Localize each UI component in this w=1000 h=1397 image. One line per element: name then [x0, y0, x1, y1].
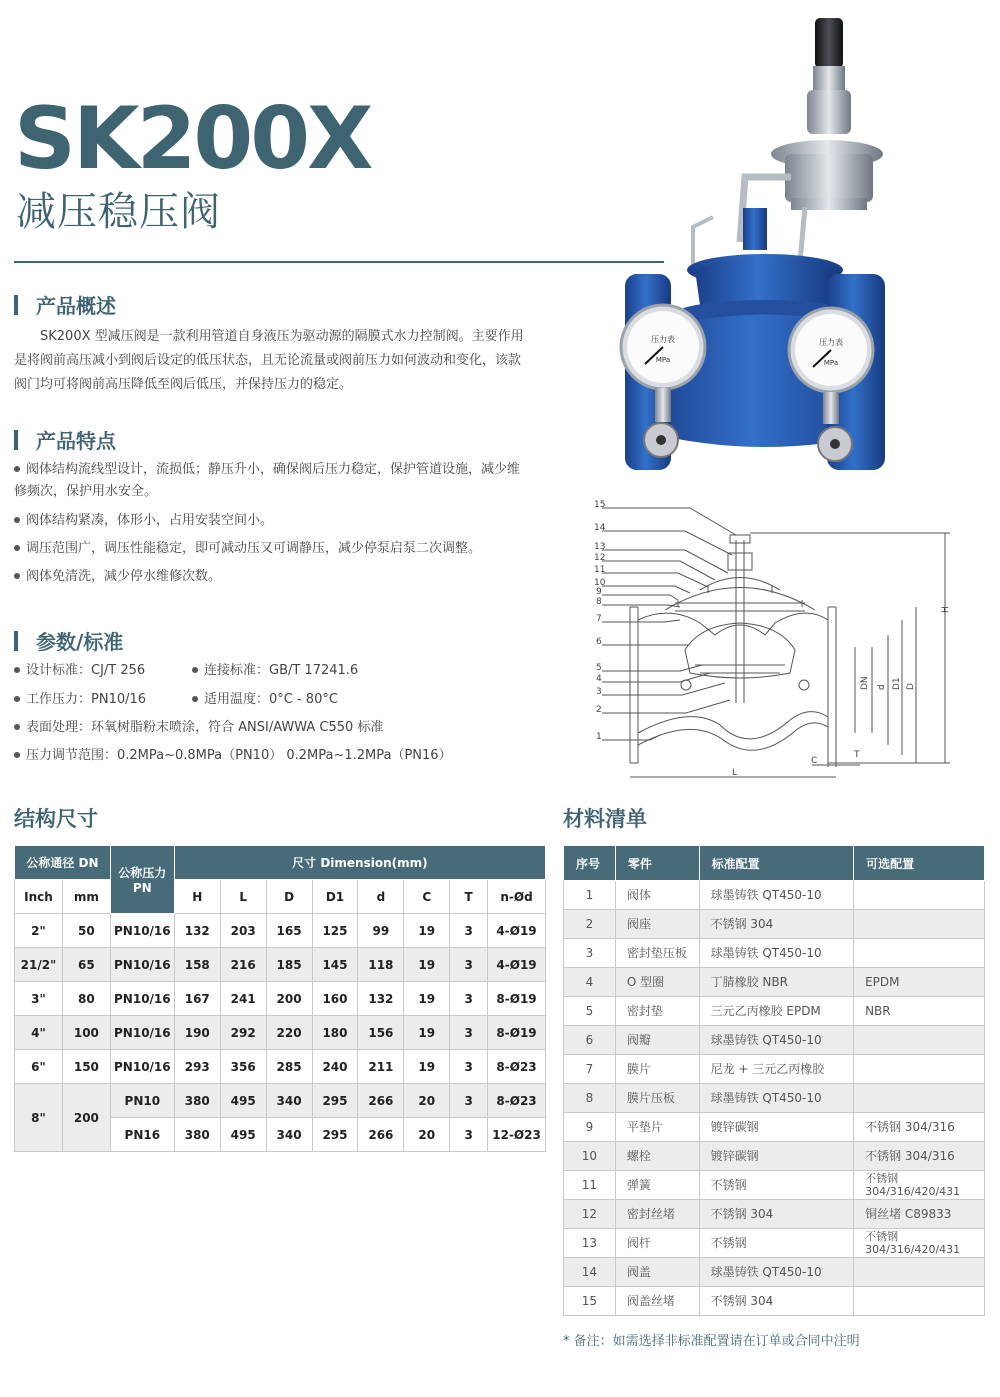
material-cell: 球墨铸铁 QT450-10	[699, 881, 854, 910]
left-gauge-unit: MPa	[655, 356, 671, 364]
dims-cell: 145	[312, 948, 358, 982]
material-row	[564, 968, 985, 997]
part-label-8: 8	[596, 597, 602, 607]
materials-head-optional: 可选配置	[854, 846, 985, 881]
material-cell: 尼龙 + 三元乙丙橡胶	[699, 1055, 854, 1084]
dims-cell: 132	[358, 982, 404, 1016]
dimensions-table	[14, 845, 546, 1152]
part-label-6: 6	[596, 637, 602, 647]
material-cell	[854, 1084, 985, 1113]
param-range: 压力调节范围：0.2MPa~0.8MPa（PN10） 0.2MPa~1.2MPa（PN16）	[14, 745, 452, 767]
material-cell: 膜片压板	[615, 1084, 699, 1113]
material-cell: 1	[564, 881, 616, 910]
dims-cell: 240	[312, 1050, 358, 1084]
dims-row	[15, 982, 546, 1016]
material-row	[564, 1113, 985, 1142]
materials-head-no: 序号	[564, 846, 616, 881]
dim-label-D: D	[906, 683, 916, 690]
feature-item-1: 阀体结构流线型设计，流损低；静压升小，确保阀后压力稳定，保护管道设施，减少维修频次，保护用水安全。	[14, 462, 521, 499]
dims-cell: 165	[266, 914, 312, 948]
part-label-1: 1	[596, 732, 602, 742]
material-row	[564, 997, 985, 1026]
part-label-4: 4	[596, 674, 602, 684]
dims-head-pn: 公称压力 PN	[110, 846, 174, 914]
material-cell: 3	[564, 939, 616, 968]
feature-item-2: 阀体结构紧凑，体形小，占用安装空间小。	[14, 510, 529, 532]
dims-cell: 190	[174, 1016, 220, 1050]
material-cell: 14	[564, 1258, 616, 1287]
dims-cell: 220	[266, 1016, 312, 1050]
material-cell	[854, 1287, 985, 1316]
part-label-12: 12	[594, 553, 606, 563]
param-design: 设计标准：CJ/T 256	[14, 660, 145, 682]
dims-row	[15, 1084, 546, 1118]
dims-sub-c: C	[404, 880, 450, 914]
material-cell: 4	[564, 968, 616, 997]
material-cell: 阀盖丝堵	[615, 1287, 699, 1316]
dims-cell: 50	[62, 914, 110, 948]
material-cell: 5	[564, 997, 616, 1026]
dims-cell: 125	[312, 914, 358, 948]
product-name: 减压稳压阀	[16, 189, 221, 235]
dims-cell: 3	[450, 1084, 488, 1118]
material-cell: 10	[564, 1142, 616, 1171]
dims-row	[15, 1016, 546, 1050]
overview-text: SK200X 型减压阀是一款利用管道自身液压为驱动源的隔膜式水力控制阀。主要作用是将阀前高压减小到阀后设定的低压状态，且无论流量或阀前压力如何波动和变化，该款阀门均可将阀前高压降低至阀后低压，并保持压力的稳定。	[14, 329, 524, 392]
material-cell: 7	[564, 1055, 616, 1084]
material-cell: 11	[564, 1171, 616, 1200]
materials-title: 材料清单	[563, 807, 647, 831]
material-cell: 13	[564, 1229, 616, 1258]
cross-section-diagram	[590, 495, 960, 785]
material-cell: 阀瓣	[615, 1026, 699, 1055]
material-cell: 球墨铸铁 QT450-10	[699, 1026, 854, 1055]
material-cell	[854, 1026, 985, 1055]
dims-cell: PN10/16	[110, 982, 174, 1016]
dims-cell: 6"	[15, 1050, 63, 1084]
dim-label-L: L	[732, 768, 738, 778]
material-cell: 9	[564, 1113, 616, 1142]
dims-cell: 4-Ø19	[488, 914, 546, 948]
valve-photo	[615, 12, 905, 474]
dims-cell: 495	[220, 1084, 266, 1118]
material-row	[564, 1258, 985, 1287]
dims-cell: 2"	[15, 914, 63, 948]
dims-cell: 65	[62, 948, 110, 982]
material-row	[564, 1171, 985, 1200]
dims-head-dimension: 尺寸 Dimension(mm)	[174, 846, 545, 880]
dims-cell: 167	[174, 982, 220, 1016]
dims-cell: 216	[220, 948, 266, 982]
param-temp: 适用温度：0°C - 80°C	[192, 689, 338, 711]
material-cell: 镀锌碳钢	[699, 1113, 854, 1142]
material-row	[564, 1084, 985, 1113]
dims-cell: 185	[266, 948, 312, 982]
materials-head-standard: 标准配置	[699, 846, 854, 881]
material-row	[564, 939, 985, 968]
material-cell: 平垫片	[615, 1113, 699, 1142]
material-cell: EPDM	[854, 968, 985, 997]
dims-cell: PN10	[110, 1084, 174, 1118]
part-label-15: 15	[594, 500, 606, 510]
dims-cell: 495	[220, 1118, 266, 1152]
material-row	[564, 1200, 985, 1229]
material-cell: 6	[564, 1026, 616, 1055]
dims-cell: 3	[450, 914, 488, 948]
material-cell: 螺栓	[615, 1142, 699, 1171]
material-cell: 弹簧	[615, 1171, 699, 1200]
dim-label-T: T	[854, 750, 860, 760]
dims-row	[15, 948, 546, 982]
material-cell: 铜丝堵 C89833	[854, 1200, 985, 1229]
dims-cell: 19	[404, 1050, 450, 1084]
dims-sub-inch: Inch	[15, 880, 63, 914]
material-row	[564, 910, 985, 939]
dims-cell: 380	[174, 1084, 220, 1118]
material-cell: 密封垫	[615, 997, 699, 1026]
dims-sub-h: H	[174, 880, 220, 914]
dims-cell: 380	[174, 1118, 220, 1152]
dims-cell: 203	[220, 914, 266, 948]
material-cell	[854, 1258, 985, 1287]
material-cell: 膜片	[615, 1055, 699, 1084]
dims-cell: 4-Ø19	[488, 948, 546, 982]
part-label-2: 2	[596, 705, 602, 715]
dims-cell: 8-Ø23	[488, 1050, 546, 1084]
dims-cell: 292	[220, 1016, 266, 1050]
dims-cell: 4"	[15, 1016, 63, 1050]
dims-sub-mm: mm	[62, 880, 110, 914]
dims-cell: 3	[450, 1016, 488, 1050]
material-cell: 阀杆	[615, 1229, 699, 1258]
material-cell: 12	[564, 1200, 616, 1229]
material-row	[564, 1055, 985, 1084]
material-cell: 不锈钢 304/316	[854, 1113, 985, 1142]
dims-cell: 8"	[15, 1084, 63, 1152]
dims-cell: PN10/16	[110, 1016, 174, 1050]
material-cell: 密封垫压板	[615, 939, 699, 968]
material-cell: 8	[564, 1084, 616, 1113]
dims-cell: 150	[62, 1050, 110, 1084]
dims-cell: 20	[404, 1084, 450, 1118]
part-label-11: 11	[594, 565, 606, 575]
feature-item-3: 调压范围广，调压性能稳定，即可减动压又可调静压，减少停泵启泵二次调整。	[14, 538, 529, 560]
material-cell: 不锈钢	[699, 1229, 854, 1258]
dims-cell: 241	[220, 982, 266, 1016]
section-params-title: 参数/标准	[14, 626, 123, 655]
material-row	[564, 881, 985, 910]
material-cell: 不锈钢 304	[699, 1200, 854, 1229]
dims-cell: 3	[450, 1050, 488, 1084]
dims-cell: 118	[358, 948, 404, 982]
dims-cell: 266	[358, 1118, 404, 1152]
dims-head-dn: 公称通径 DN	[15, 846, 111, 880]
material-cell: 不锈钢 304	[699, 1287, 854, 1316]
dims-cell: 340	[266, 1118, 312, 1152]
dims-cell: PN10/16	[110, 1050, 174, 1084]
materials-table	[563, 845, 985, 1316]
dims-cell: 3	[450, 948, 488, 982]
material-cell: 阀体	[615, 881, 699, 910]
dims-cell: 99	[358, 914, 404, 948]
material-cell: 不锈钢 304/316	[854, 1142, 985, 1171]
divider	[14, 261, 664, 263]
dims-cell: 266	[358, 1084, 404, 1118]
material-cell: 球墨铸铁 QT450-10	[699, 939, 854, 968]
dims-cell: 21/2"	[15, 948, 63, 982]
material-row	[564, 1026, 985, 1055]
material-cell: 球墨铸铁 QT450-10	[699, 1084, 854, 1113]
material-row	[564, 1229, 985, 1258]
material-cell: 丁腈橡胶 NBR	[699, 968, 854, 997]
dims-cell: 200	[266, 982, 312, 1016]
part-label-3: 3	[596, 687, 602, 697]
material-cell	[854, 910, 985, 939]
dims-cell: 3	[450, 1118, 488, 1152]
part-label-10: 10	[594, 578, 606, 588]
material-cell: 镀锌碳钢	[699, 1142, 854, 1171]
dim-label-C: C	[811, 756, 818, 766]
dims-cell: 340	[266, 1084, 312, 1118]
dims-cell: 19	[404, 914, 450, 948]
dims-sub-small-d: d	[358, 880, 404, 914]
dims-cell: 295	[312, 1118, 358, 1152]
param-connect: 连接标准：GB/T 17241.6	[192, 660, 358, 682]
section-overview-title: 产品概述	[14, 290, 116, 319]
material-cell: O 型圈	[615, 968, 699, 997]
dims-cell: 158	[174, 948, 220, 982]
dims-row	[15, 914, 546, 948]
dims-cell: 285	[266, 1050, 312, 1084]
material-cell: NBR	[854, 997, 985, 1026]
material-row	[564, 1287, 985, 1316]
dims-cell: PN10/16	[110, 948, 174, 982]
dims-cell: 211	[358, 1050, 404, 1084]
section-features-title: 产品特点	[14, 425, 116, 454]
dims-cell: 160	[312, 982, 358, 1016]
dims-cell: 80	[62, 982, 110, 1016]
dims-cell: 200	[62, 1084, 110, 1152]
dims-cell: PN10/16	[110, 914, 174, 948]
param-surface: 表面处理：环氧树脂粉末喷涂，符合 ANSI/AWWA C550 标准	[14, 717, 383, 739]
dim-label-DN: DN	[860, 676, 870, 690]
product-model: SK200X	[14, 89, 371, 189]
right-gauge-label: 压力表	[819, 338, 843, 347]
material-cell	[854, 1055, 985, 1084]
dims-cell: 180	[312, 1016, 358, 1050]
dims-cell: 20	[404, 1118, 450, 1152]
dims-cell: PN16	[110, 1118, 174, 1152]
dims-cell: 293	[174, 1050, 220, 1084]
dims-cell: 295	[312, 1084, 358, 1118]
dim-label-D1: D1	[892, 677, 902, 690]
material-row	[564, 1142, 985, 1171]
material-cell: 15	[564, 1287, 616, 1316]
material-cell: 三元乙丙橡胶 EPDM	[699, 997, 854, 1026]
dims-cell: 3"	[15, 982, 63, 1016]
dims-cell: 19	[404, 1016, 450, 1050]
part-label-13: 13	[594, 542, 606, 552]
material-cell: 不锈钢 304/316/420/431	[854, 1171, 985, 1200]
material-cell: 密封丝堵	[615, 1200, 699, 1229]
material-cell: 阀座	[615, 910, 699, 939]
material-cell: 2	[564, 910, 616, 939]
part-label-7: 7	[596, 614, 602, 624]
dims-cell: 12-Ø23	[488, 1118, 546, 1152]
dims-sub-d1: D1	[312, 880, 358, 914]
dims-cell: 8-Ø23	[488, 1084, 546, 1118]
material-cell: 球墨铸铁 QT450-10	[699, 1258, 854, 1287]
dims-sub-l: L	[220, 880, 266, 914]
dims-cell: 3	[450, 982, 488, 1016]
part-label-9: 9	[596, 587, 602, 597]
param-pressure: 工作压力：PN10/16	[14, 689, 146, 711]
dims-cell: 156	[358, 1016, 404, 1050]
dims-sub-t: T	[450, 880, 488, 914]
dim-label-H: H	[941, 606, 951, 613]
dims-cell: 100	[62, 1016, 110, 1050]
part-label-5: 5	[596, 663, 602, 673]
dims-sub-nd: n-Ød	[488, 880, 546, 914]
dim-label-d: d	[877, 684, 887, 690]
dims-row	[15, 1050, 546, 1084]
feature-item-4: 阀体免清洗，减少停水维修次数。	[14, 566, 529, 588]
material-cell	[854, 881, 985, 910]
material-cell: 阀盖	[615, 1258, 699, 1287]
material-cell	[854, 939, 985, 968]
right-gauge-unit: MPa	[823, 359, 839, 367]
materials-head-part: 零件	[615, 846, 699, 881]
left-gauge-label: 压力表	[651, 335, 675, 344]
material-cell: 不锈钢	[699, 1171, 854, 1200]
dims-title: 结构尺寸	[14, 807, 98, 831]
dims-cell: 19	[404, 982, 450, 1016]
dims-cell: 8-Ø19	[488, 982, 546, 1016]
dims-cell: 356	[220, 1050, 266, 1084]
dims-sub-d: D	[266, 880, 312, 914]
dims-cell: 132	[174, 914, 220, 948]
part-label-14: 14	[594, 523, 606, 533]
dims-cell: 19	[404, 948, 450, 982]
material-cell: 不锈钢 304	[699, 910, 854, 939]
dims-cell: 8-Ø19	[488, 1016, 546, 1050]
material-cell: 不锈钢 304/316/420/431	[854, 1229, 985, 1258]
materials-note: * 备注：如需选择非标准配置请在订单或合同中注明	[563, 1334, 860, 1349]
